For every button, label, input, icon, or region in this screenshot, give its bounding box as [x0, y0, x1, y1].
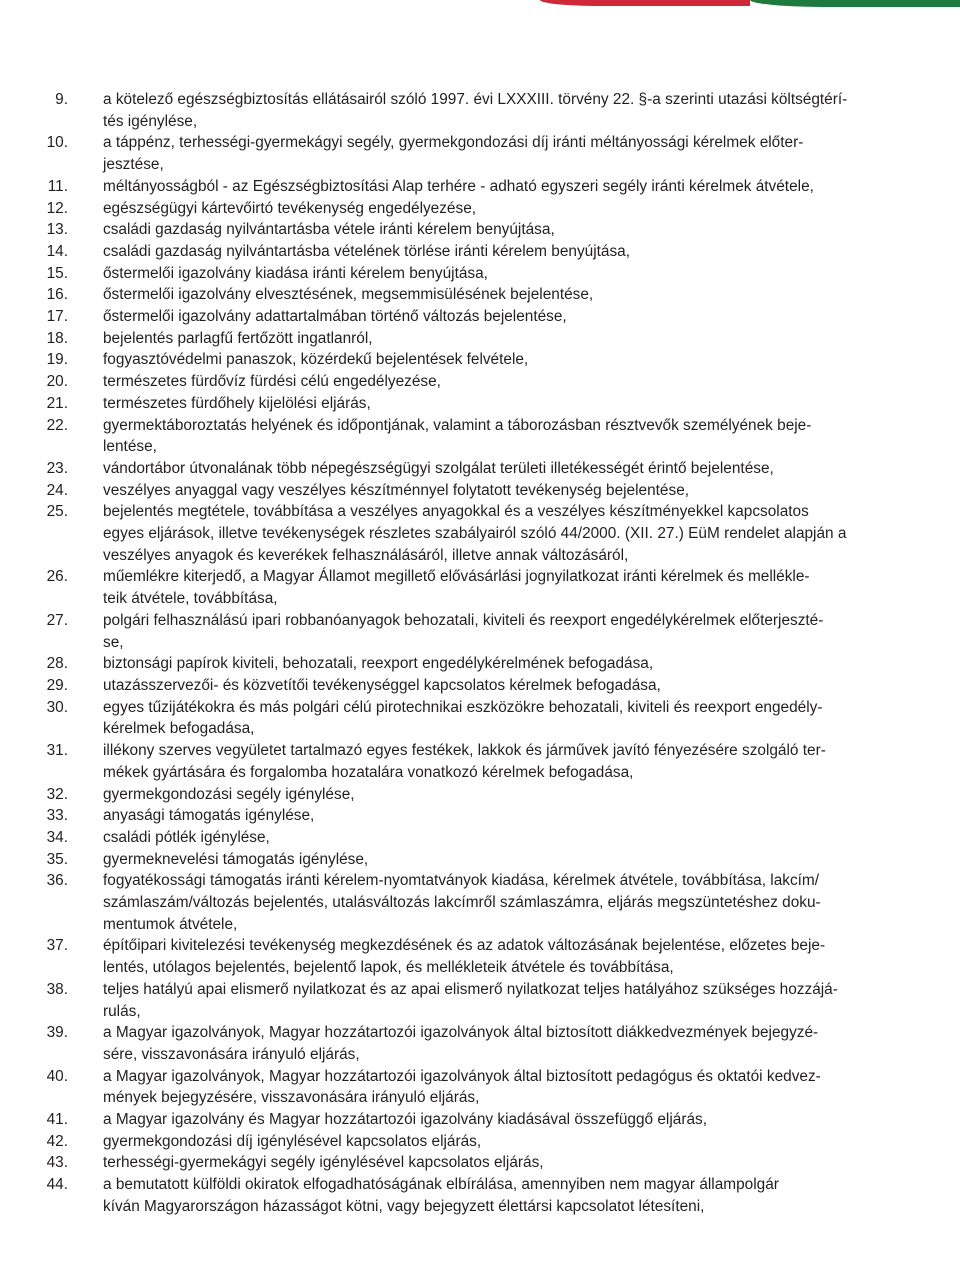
- list-item-text: [103, 241, 630, 263]
- list-item-line: veszélyes anyagok és keverékek felhasználásáról, illetve annak változásáról,: [103, 546, 629, 564]
- list-item-line: a kötelező egészségbiztosítás ellátásairól szóló 1997. évi LXXXIII. törvény 22. §-a szerinti utazási költségtérí-: [103, 91, 848, 108]
- list-item-text: [103, 415, 811, 458]
- list-item-line: gyermekgondozási segély igénylése,: [103, 785, 355, 803]
- list-item-line: polgári felhasználású ipari robbanóanyagok behozatali, kiviteli és reexport engedélykérelmek előterjeszté-: [103, 611, 824, 629]
- list-item-line: műemlékre kiterjedő, a Magyar Államot megillető elővásárlási jognyilatkozat iránti kérelmek és mellékle-: [103, 568, 810, 586]
- list-item-number: 18.: [46, 329, 68, 347]
- list-item-number: 11.: [47, 177, 68, 195]
- list-item-number: 23.: [46, 459, 68, 477]
- list-item-line: egyes tűzijátékokra és más polgári célú pirotechnikai eszközökre behozatali, kiviteli és reexport engedély-: [103, 698, 823, 716]
- list-item-text: [103, 697, 822, 740]
- list-item-text: [103, 740, 826, 783]
- list-item-text: [103, 328, 373, 350]
- list-item-line: kérelmek befogadása,: [103, 720, 255, 738]
- header-green-stripe: [750, 0, 960, 7]
- list-item-line: a táppénz, terhességi-gyermekágyi segély, gyermekgondozási díj iránti méltányossági kérelmek előter-: [103, 134, 804, 152]
- list-item-line: biztonsági papírok kiviteli, behozatali, reexport engedélykérelmének befogadása,: [103, 655, 654, 673]
- list-item-line: terhességi-gyermekágyi segély igénylésével kapcsolatos eljárás,: [103, 1154, 544, 1172]
- list-item-number: 33.: [46, 807, 68, 825]
- list-item: [0, 675, 960, 697]
- list-item-line: teljes hatályú apai elismerő nyilatkozat és az apai elismerő nyilatkozat teljes hatályához szükséges hozzájá-: [103, 980, 838, 998]
- list-item-line: családi gazdaság nyilvántartásba vétele iránti kérelem benyújtása,: [103, 221, 555, 239]
- list-item-line: családi pótlék igénylése,: [103, 828, 270, 846]
- list-item-number: 41.: [46, 1111, 68, 1129]
- list-item-line: építőipari kivitelezési tevékenység megkezdésének és az adatok változásának bejelentése, előzetes beje-: [103, 937, 826, 955]
- list-item-number: 22.: [46, 416, 68, 434]
- list-item: [0, 371, 960, 393]
- list-item-line: őstermelői igazolvány elvesztésének, megsemmisülésének bejelentése,: [103, 286, 594, 304]
- list-item: [0, 132, 960, 175]
- list-item-number: 10.: [46, 134, 68, 152]
- list-item-number: 26.: [46, 568, 68, 586]
- list-item-text: [103, 198, 476, 220]
- list-item-line: a Magyar igazolványok, Magyar hozzátartozói igazolványok által biztosított diákkedvezmények bejegyzé-: [103, 1024, 819, 1042]
- list-item-text: [103, 132, 803, 175]
- list-item-line: se,: [103, 633, 124, 651]
- list-item-text: [103, 1066, 821, 1109]
- list-item-text: [103, 566, 810, 609]
- list-item-text: [103, 935, 825, 978]
- list-item-text: [103, 393, 371, 415]
- list-item: [0, 284, 960, 306]
- list-item-line: gyermektáboroztatás helyének és időpontjának, valamint a táborozásban résztvevők személyének beje-: [103, 416, 812, 434]
- list-item-number: 20.: [46, 373, 68, 391]
- list-item-line: veszélyes anyaggal vagy veszélyes készítménnyel folytatott tevékenység bejelentése,: [103, 481, 690, 499]
- list-item-line: mények bejegyzésére, visszavonására irányuló eljárás,: [103, 1089, 480, 1107]
- list-item-text: [103, 653, 653, 675]
- list-item: [0, 566, 960, 609]
- list-item-number: 29.: [46, 676, 68, 694]
- list-item: [0, 198, 960, 220]
- list-item: [0, 784, 960, 806]
- list-item-number: 35.: [46, 850, 68, 868]
- list-item: [0, 89, 960, 132]
- list-item-number: 38.: [46, 980, 68, 998]
- list-item-text: [103, 805, 314, 827]
- list-item-text: [103, 284, 593, 306]
- list-item-line: számlaszám/változás bejelentés, utalásváltozás lakcímről számlaszámra, eljárás megszüntetéshez doku-: [103, 894, 821, 912]
- list-item: [0, 697, 960, 740]
- list-item: [0, 241, 960, 263]
- list-item: [0, 458, 960, 480]
- list-item-number: 17.: [46, 308, 68, 326]
- list-item-text: [103, 1022, 818, 1065]
- list-item: [0, 1066, 960, 1109]
- list-item: [0, 610, 960, 653]
- list-item-line: utazásszervezői- és közvetítői tevékenységgel kapcsolatos kérelmek befogadása,: [103, 676, 661, 694]
- list-item: [0, 349, 960, 371]
- list-item-text: [103, 870, 821, 935]
- list-item-number: 15.: [46, 264, 68, 282]
- list-item-text: [103, 675, 661, 697]
- list-item-line: családi gazdaság nyilvántartásba vételének törlése iránti kérelem benyújtása,: [103, 242, 631, 260]
- list-item-number: 13.: [46, 221, 68, 239]
- list-item-text: [103, 89, 847, 132]
- list-item-line: gyermekgondozási díj igénylésével kapcsolatos eljárás,: [103, 1132, 482, 1150]
- list-item-line: őstermelői igazolvány kiadása iránti kérelem benyújtása,: [103, 264, 488, 282]
- list-item: [0, 219, 960, 241]
- list-item-number: 44.: [46, 1176, 68, 1194]
- list-item-text: [103, 849, 368, 871]
- list-item-line: egészségügyi kártevőirtó tevékenység engedélyezése,: [103, 199, 477, 217]
- list-item-text: [103, 501, 846, 566]
- list-item-number: 39.: [46, 1024, 68, 1042]
- list-item-text: [103, 827, 270, 849]
- list-item-line: a Magyar igazolvány és Magyar hozzátartozói igazolvány kiadásával összefüggő eljárás,: [103, 1111, 707, 1129]
- list-item-line: mentumok átvétele,: [103, 915, 238, 933]
- list-item: [0, 1022, 960, 1065]
- list-item-number: 40.: [46, 1067, 68, 1085]
- list-item-text: [103, 306, 567, 328]
- list-item: [0, 328, 960, 350]
- list-item-line: bejelentés parlagfű fertőzött ingatlanról,: [103, 329, 373, 347]
- list-item-line: gyermeknevelési támogatás igénylése,: [103, 850, 369, 868]
- list-item-line: fogyatékossági támogatás iránti kérelem-nyomtatványok kiadása, kérelmek átvétele, továbbítása, lakcím/: [103, 872, 820, 890]
- list-item: [0, 1174, 960, 1217]
- list-item: [0, 501, 960, 566]
- list-item-line: rulás,: [103, 1002, 141, 1020]
- list-item-line: anyasági támogatás igénylése,: [103, 807, 315, 825]
- list-item: [0, 870, 960, 935]
- list-item-text: [103, 458, 774, 480]
- list-item: [0, 849, 960, 871]
- list-item-text: [103, 176, 814, 198]
- list-item: [0, 176, 960, 198]
- list-item-line: fogyasztóvédelmi panaszok, közérdekű bejelentések felvétele,: [103, 351, 529, 369]
- list-item: [0, 415, 960, 458]
- list-item-number: 19.: [46, 351, 68, 369]
- list-item-line: természetes fürdőhely kijelölési eljárás,: [103, 394, 371, 412]
- list-item: [0, 1131, 960, 1153]
- list-item-line: tés igénylése,: [103, 112, 198, 130]
- list-item-number: 43.: [46, 1154, 68, 1172]
- list-item-number: 25.: [46, 503, 68, 521]
- list-item: [0, 653, 960, 675]
- list-item-number: 28.: [46, 655, 68, 673]
- list-item: [0, 805, 960, 827]
- list-item-text: [103, 349, 528, 371]
- list-item-text: [103, 1109, 707, 1131]
- list-item-number: 9.: [55, 91, 68, 108]
- list-item-line: lentés, utólagos bejelentés, bejelentő lapok, és mellékleteik átvétele és továbbítása,: [103, 959, 674, 977]
- list-item: [0, 263, 960, 285]
- list-item-line: a bemutatott külföldi okiratok elfogadhatóságának elbírálása, amennyiben nem magyar állampolgár: [103, 1176, 779, 1194]
- header-red-stripe: [540, 0, 750, 6]
- list-item-text: [103, 1174, 779, 1217]
- list-item-line: őstermelői igazolvány adattartalmában történő változás bejelentése,: [103, 308, 567, 326]
- list-item-number: 37.: [46, 937, 68, 955]
- list-item-number: 42.: [46, 1132, 68, 1150]
- list-item: [0, 979, 960, 1022]
- list-item: [0, 740, 960, 783]
- list-item-line: sére, visszavonására irányuló eljárás,: [103, 1045, 360, 1063]
- list-item-line: illékony szerves vegyületet tartalmazó egyes festékek, lakkok és járművek javító fényezésére szolgáló ter-: [103, 742, 826, 760]
- list-item: [0, 480, 960, 502]
- list-item-number: 31.: [46, 742, 68, 760]
- list-item-number: 16.: [46, 286, 68, 304]
- list-item-number: 34.: [46, 828, 68, 846]
- list-item-number: 27.: [46, 611, 68, 629]
- list-item-text: [103, 1152, 544, 1174]
- list-item-line: egyes eljárások, illetve tevékenységek részletes szabályairól szóló 44/2000. (XII. 27.) EüM rendelet alapján a: [103, 525, 847, 543]
- list-item-line: természetes fürdővíz fürdési célú engedélyezése,: [103, 373, 441, 391]
- numbered-list: [0, 89, 960, 1218]
- list-item-text: [103, 784, 355, 806]
- list-item-text: [103, 219, 555, 241]
- list-item-text: [103, 371, 441, 393]
- list-item-number: 12.: [46, 199, 68, 217]
- list-item-line: mékek gyártására és forgalomba hozatalára vonatkozó kérelmek befogadása,: [103, 763, 634, 781]
- list-item-line: lentése,: [103, 438, 157, 456]
- list-item-text: [103, 610, 823, 653]
- list-item-line: a Magyar igazolványok, Magyar hozzátartozói igazolványok által biztosított pedagógus és oktatói kedvez-: [103, 1067, 821, 1085]
- list-item-line: teik átvétele, továbbítása,: [103, 590, 278, 608]
- list-item-text: [103, 263, 488, 285]
- list-item: [0, 827, 960, 849]
- list-item-number: 24.: [46, 481, 68, 499]
- list-item-text: [103, 979, 838, 1022]
- list-item-line: vándortábor útvonalának több népegészségügyi szolgálat területi illetékességét érintő bejelentése,: [103, 459, 774, 477]
- list-item-text: [103, 480, 689, 502]
- list-item-line: jesztése,: [103, 156, 164, 174]
- list-item-line: méltányosságból - az Egészségbiztosítási Alap terhére - adható egyszeri segély iránti kérelmek átvétele,: [103, 177, 814, 195]
- list-item: [0, 1152, 960, 1174]
- list-item-line: bejelentés megtétele, továbbítása a veszélyes anyagokkal és a veszélyes készítményekkel kapcsolatos: [103, 503, 809, 521]
- list-item-number: 21.: [46, 394, 68, 412]
- list-item-line: kíván Magyarországon házasságot kötni, vagy bejegyzett élettársi kapcsolatot létesíteni,: [103, 1197, 705, 1215]
- list-item-number: 36.: [46, 872, 68, 890]
- list-item: [0, 935, 960, 978]
- list-item-number: 32.: [46, 785, 68, 803]
- list-item-text: [103, 1131, 481, 1153]
- list-item-number: 14.: [46, 242, 68, 260]
- list-item: [0, 393, 960, 415]
- list-item-number: 30.: [46, 698, 68, 716]
- list-item: [0, 1109, 960, 1131]
- list-item: [0, 306, 960, 328]
